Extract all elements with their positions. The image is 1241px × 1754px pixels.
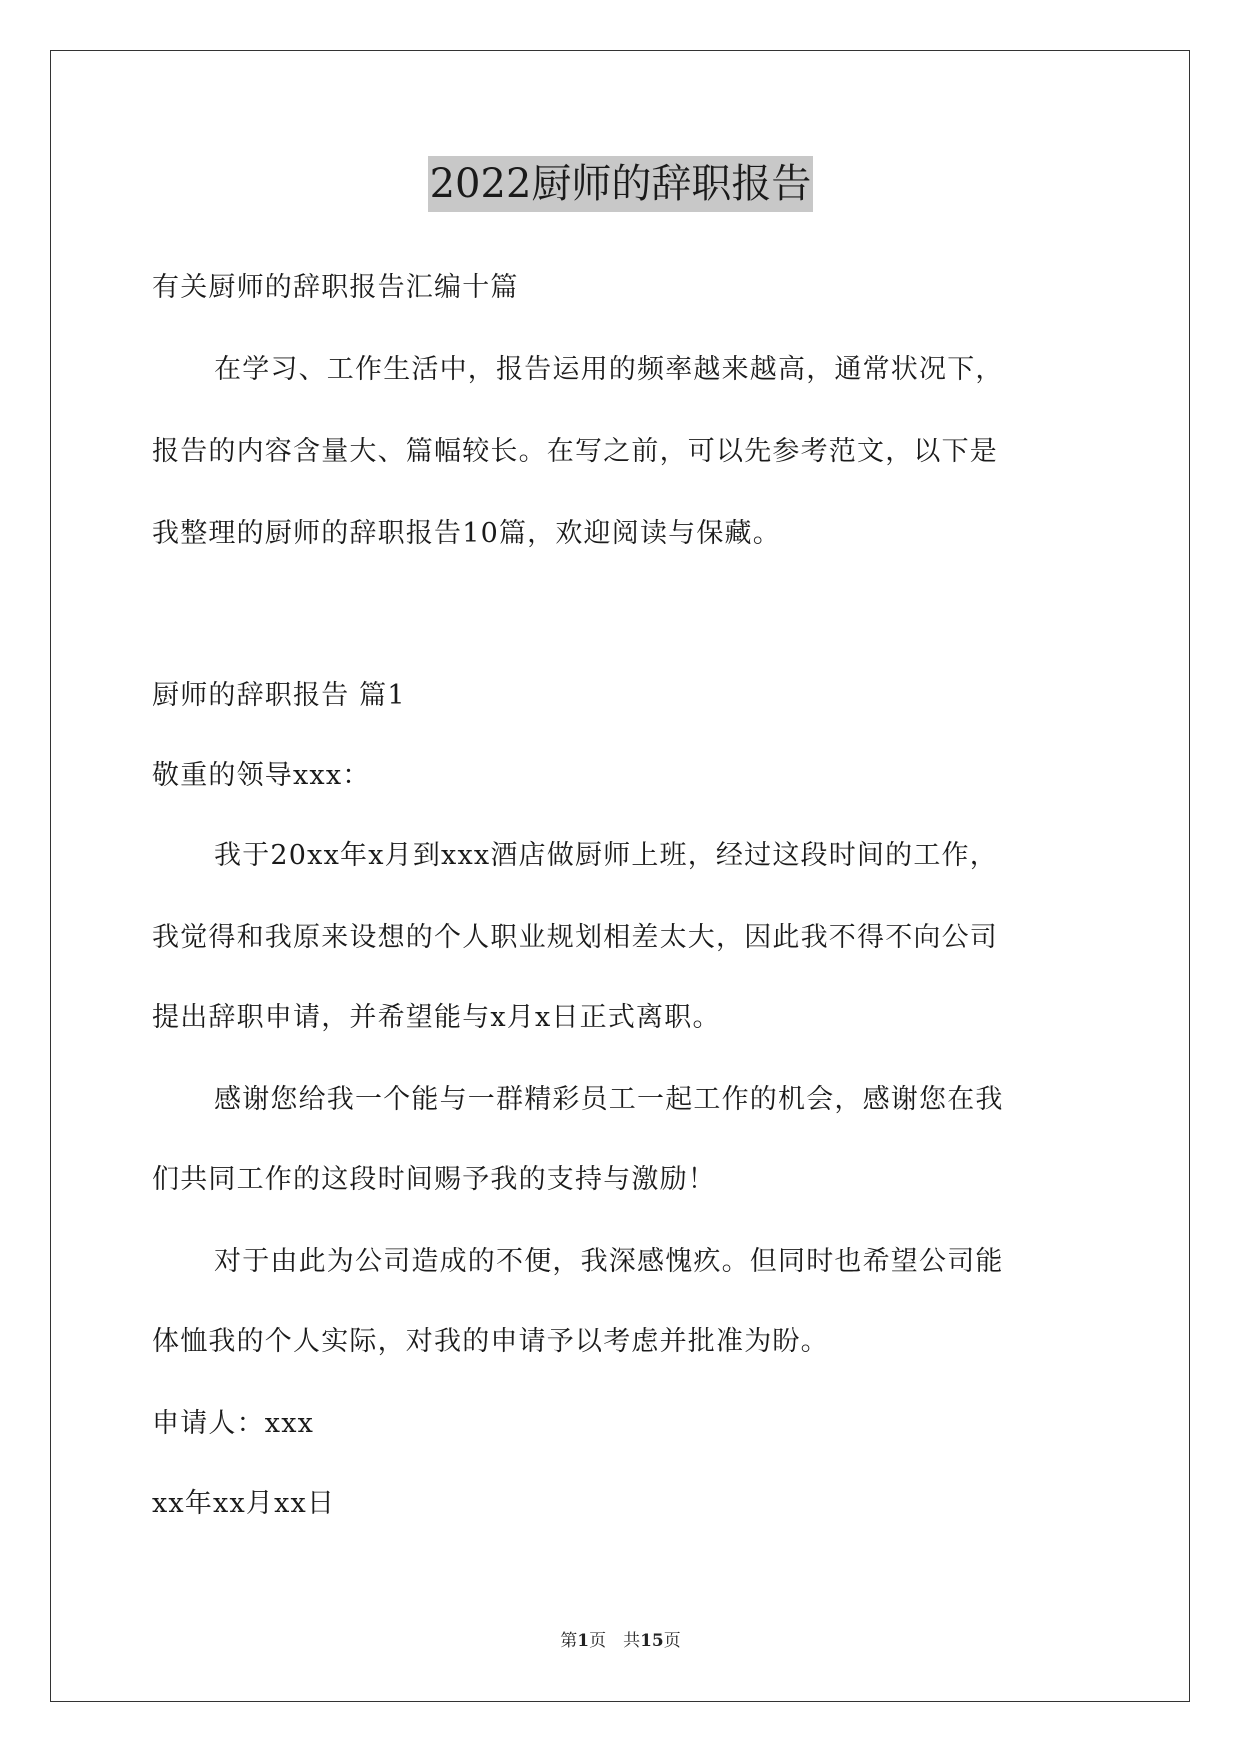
body-line-2: 我觉得和我原来设想的个人职业规划相差太大，因此我不得不向公司	[152, 922, 998, 953]
footer-suffix: 页	[663, 1631, 681, 1651]
intro-line-2: 报告的内容含量大、篇幅较长。在写之前，可以先参考范文，以下是	[152, 436, 998, 467]
body-line-4: 感谢您给我一个能与一群精彩员工一起工作的机会，感谢您在我	[214, 1084, 1004, 1115]
body-line-7: 体恤我的个人实际，对我的申请予以考虑并批准为盼。	[152, 1326, 829, 1357]
page-footer	[0, 1629, 1241, 1653]
document-subtitle: 有关厨师的辞职报告汇编十篇	[152, 272, 519, 303]
body-line-3: 提出辞职申请，并希望能与x月x日正式离职。	[152, 1002, 721, 1033]
salutation: 敬重的领导xxx：	[152, 760, 371, 791]
footer-page-number: 1	[577, 1631, 590, 1651]
section-heading: 厨师的辞职报告 篇1	[152, 680, 406, 711]
title-container	[0, 156, 1241, 212]
footer-total-pages: 15	[640, 1631, 664, 1651]
signature: 申请人：xxx	[152, 1408, 315, 1439]
footer-prefix: 第	[560, 1631, 578, 1651]
footer-mid: 页 共	[589, 1631, 641, 1651]
body-line-5: 们共同工作的这段时间赐予我的支持与激励！	[152, 1164, 716, 1195]
body-line-1: 我于20xx年x月到xxx酒店做厨师上班，经过这段时间的工作，	[214, 840, 998, 871]
document-title: 2022厨师的辞职报告	[428, 156, 814, 212]
intro-line-1: 在学习、工作生活中，报告运用的频率越来越高，通常状况下，	[214, 354, 1004, 385]
body-line-6: 对于由此为公司造成的不便，我深感愧疚。但同时也希望公司能	[214, 1246, 1004, 1277]
intro-line-3: 我整理的厨师的辞职报告10篇，欢迎阅读与保藏。	[152, 518, 781, 549]
date: xx年xx月xx日	[152, 1488, 336, 1519]
